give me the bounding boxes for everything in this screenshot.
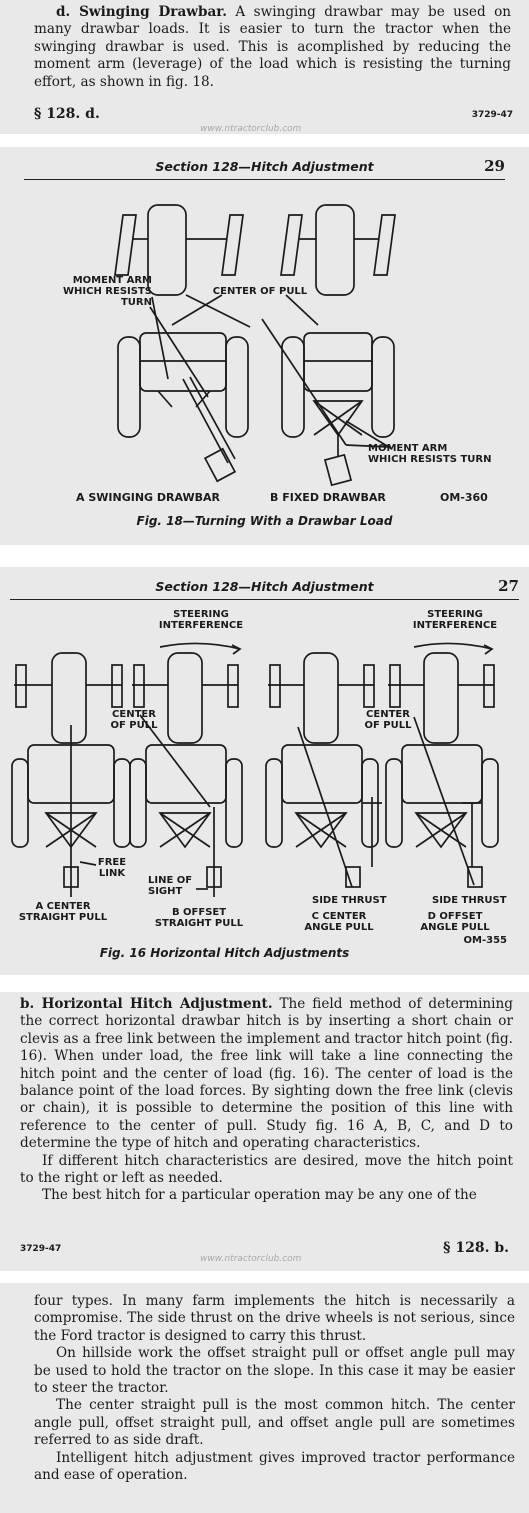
figure-18-label-b: B FIXED DRAWBAR bbox=[270, 491, 386, 504]
figure-16-label-c: C CENTER ANGLE PULL bbox=[304, 911, 374, 933]
figure-18-moment-arm-right-label: MOMENT ARM WHICH RESISTS TURN bbox=[368, 443, 492, 465]
section-ref-top: § 128. d. bbox=[34, 106, 100, 122]
tractor-c-16-drawing bbox=[266, 653, 382, 887]
figure-16-label-b: B OFFSET STRAIGHT PULL bbox=[154, 907, 244, 929]
figure-16-caption: Fig. 16 Horizontal Hitch Adjustments bbox=[99, 946, 350, 960]
figure-18-drawing bbox=[0, 147, 529, 545]
figure-18-page-number: 29 bbox=[484, 157, 505, 175]
horizontal-hitch-para2: If different hitch characteristics are desired, move the hitch point to the right or left as needed. bbox=[20, 1152, 513, 1187]
figure-18-label-a: A SWINGING DRAWBAR bbox=[76, 491, 221, 504]
swinging-drawbar-paragraph bbox=[34, 4, 511, 91]
watermark-bottom: www.ntractorclub.com bbox=[200, 1254, 302, 1264]
code-ref-bottom: 3729-47 bbox=[20, 1244, 62, 1254]
continuation-para3: The center straight pull is the most common hitch. The center angle pull, offset straight pull, and offset angle pull are sometimes referred to as side draft. bbox=[34, 1397, 515, 1449]
top-fragment-panel bbox=[0, 0, 529, 134]
figure-16-steering-right-label: STEERING INTERFERENCE bbox=[412, 609, 498, 631]
figure-18-panel bbox=[0, 147, 529, 545]
horizontal-hitch-heading: b. Horizontal Hitch Adjustment. bbox=[20, 996, 273, 1012]
tractor-b-16-drawing bbox=[130, 653, 242, 897]
figure-16-side-thrust-c-label: SIDE THRUST bbox=[312, 895, 387, 906]
figure-16-side-thrust-d-label: SIDE THRUST bbox=[432, 895, 507, 906]
figure-18-page-title: Section 128—Hitch Adjustment bbox=[155, 159, 374, 174]
figure-16-label-d: D OFFSET ANGLE PULL bbox=[420, 911, 490, 933]
tractor-d-16-drawing bbox=[386, 653, 498, 887]
figure-18-center-of-pull-label: CENTER OF PULL bbox=[212, 286, 308, 297]
continuation-panel bbox=[0, 1283, 529, 1513]
continuation-para2: On hillside work the offset straight pull or offset angle pull may be used to hold the tractor on the slope. In this case it may be easier to steer the tractor. bbox=[34, 1345, 515, 1397]
figure-18-moment-arm-left-label: MOMENT ARM WHICH RESISTS TURN bbox=[63, 275, 152, 308]
watermark-top: www.ntractorclub.com bbox=[200, 124, 302, 134]
section-ref-bottom: § 128. b. bbox=[443, 1240, 509, 1256]
figure-16-center-pull-right-label: CENTER OF PULL bbox=[364, 709, 412, 731]
figure-16-page-number: 27 bbox=[498, 577, 519, 595]
figure-16-panel bbox=[0, 567, 529, 975]
swinging-drawbar-text: A swinging drawbar may be used on many drawbar loads. It is easier to turn the tractor when the swinging drawbar is used. This is acomplished by reducing the moment arm (leverage) of the load which is resisting the turning effort, as shown in fig. 18. bbox=[34, 4, 512, 90]
horizontal-hitch-para1-text: The field method of determining the correct horizontal drawbar hitch is by inserting a short chain or clevis as a free link between the implement and tractor hitch point (fig. 16). When under load, the free link will take a line connecting the hitch point and the center of load (fig. 16). The center of load is the balance point of the load forces. By sighting down the free link (clevis or chain), it is possible to determine the position of this line with reference to the center of pull. Study fig. 16 A, B, C, and D to determine the type of hitch and operating characteristics. bbox=[20, 996, 513, 1152]
figure-16-line-of-sight-label: LINE OF SIGHT bbox=[148, 875, 193, 897]
figure-16-page-title: Section 128—Hitch Adjustment bbox=[155, 579, 374, 594]
continuation-para4: Intelligent hitch adjustment gives improved tractor performance and ease of operation. bbox=[34, 1449, 515, 1484]
figure-18-caption: Fig. 18—Turning With a Drawbar Load bbox=[136, 514, 393, 528]
tractor-a-drawing bbox=[115, 205, 250, 481]
figure-16-free-link-label: FREE LINK bbox=[97, 857, 127, 879]
continuation-para1: four types. In many farm implements the hitch is necessarily a compromise. The side thrust on the drive wheels is not serious, since the Ford tractor is designed to carry this thrust. bbox=[34, 1293, 515, 1344]
horizontal-hitch-panel bbox=[0, 992, 529, 1271]
figure-16-code: OM-355 bbox=[463, 935, 507, 946]
figure-18-code: OM-360 bbox=[440, 491, 488, 504]
swinging-drawbar-heading: d. Swinging Drawbar. bbox=[56, 4, 227, 20]
code-ref-top: 3729-47 bbox=[471, 110, 513, 120]
figure-16-center-pull-left-label: CENTER OF PULL bbox=[110, 709, 158, 731]
horizontal-hitch-para3: The best hitch for a particular operation may be any one of the bbox=[42, 1187, 477, 1204]
figure-16-label-a: A CENTER STRAIGHT PULL bbox=[18, 901, 108, 923]
horizontal-hitch-para1 bbox=[20, 996, 513, 1153]
figure-16-steering-left-label: STEERING INTERFERENCE bbox=[158, 609, 244, 631]
